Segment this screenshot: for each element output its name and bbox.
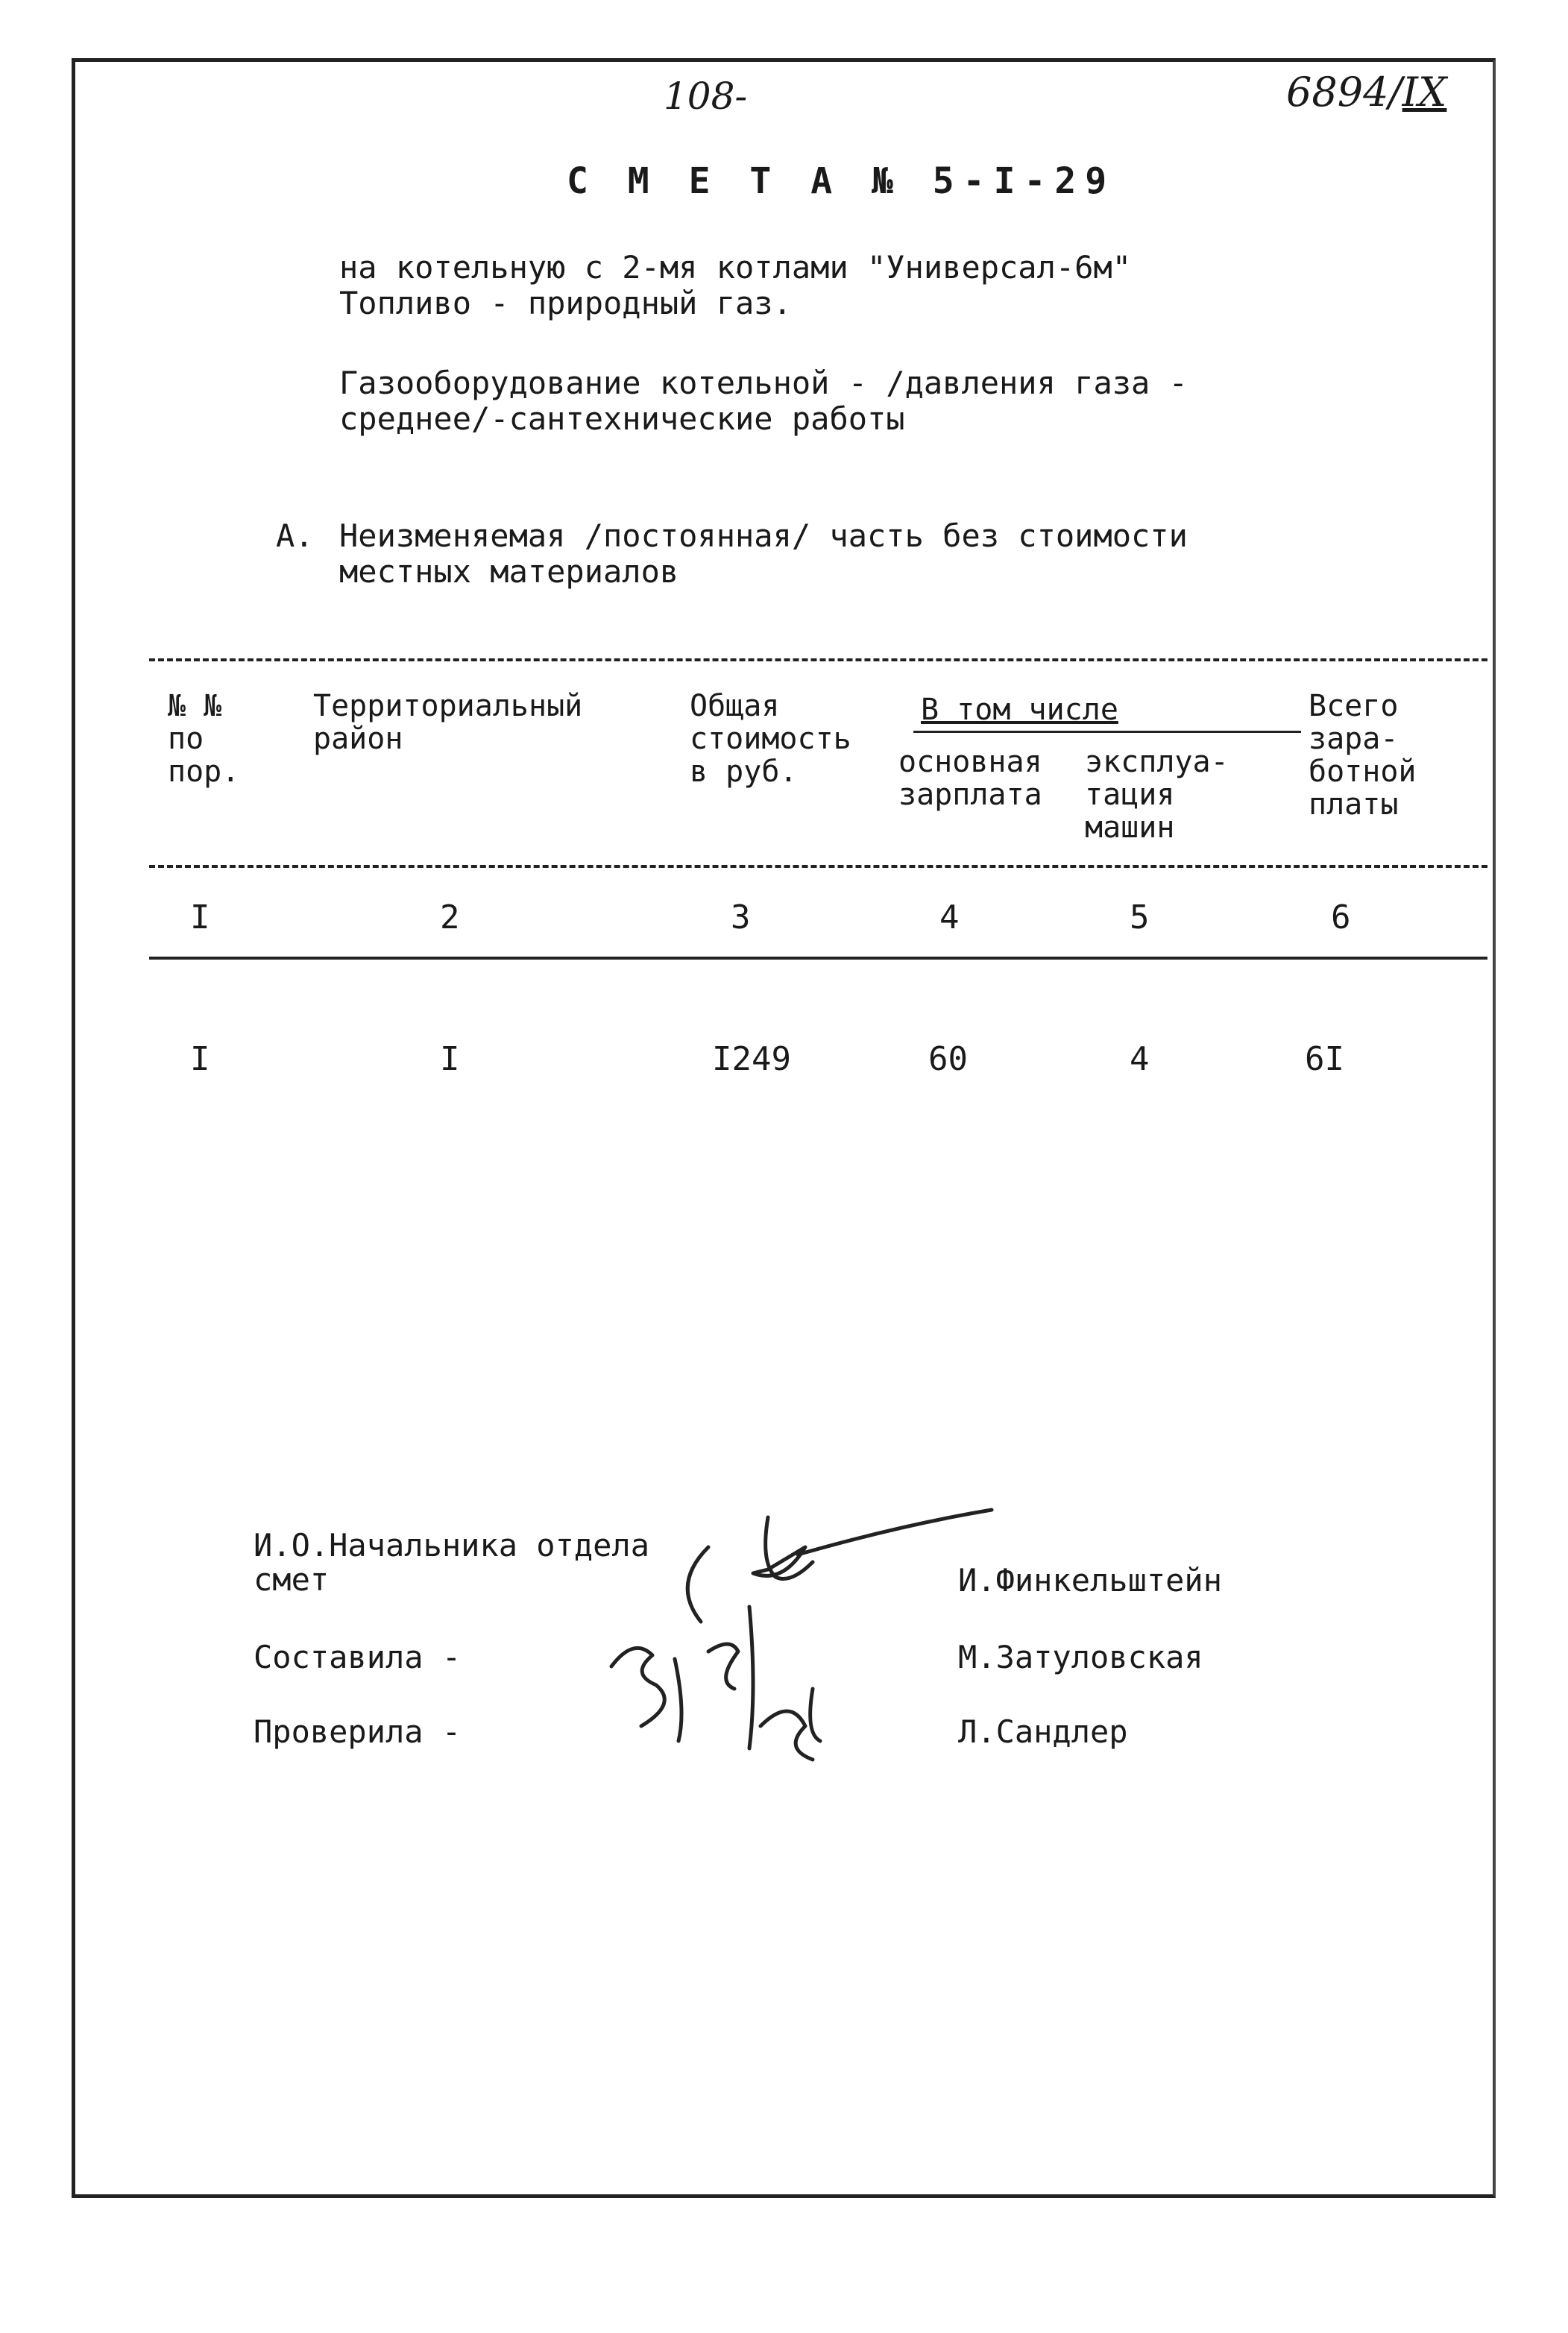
col2-header: Территориальный район [313,689,583,756]
row-1-col-2: I [440,1040,460,1078]
archive-number-suffix: IX [1402,69,1447,116]
row-1-col-3: I249 [712,1040,791,1078]
col3-header: Общая стоимость в руб. [690,689,851,789]
role-head-line-1: И.О.Начальника отдела [254,1527,650,1564]
handwritten-signature [589,1502,1007,1786]
column-number-4: 4 [939,898,960,936]
archive-number-main: 6894/ [1286,69,1402,116]
page-number: 108- [664,75,748,118]
table-numbers-rule [149,957,1487,960]
column-number-6: 6 [1331,898,1351,936]
col4-header: основная зарплата [898,745,1042,812]
table-top-rule [149,658,1487,661]
intro-line-2: Топливо - природный газ. [339,285,792,321]
group-underline [913,731,1301,733]
row-1-col-4: 60 [928,1040,968,1078]
row-1-col-5: 4 [1130,1040,1150,1078]
archive-number [1286,69,1446,116]
intro-line-1: на котельную с 2-мя котлами "Универсал-6м" [339,249,1132,286]
section-line-2: местных материалов [339,553,679,590]
document-title: С М Е Т А № 5-I-29 [567,160,1116,202]
column-number-2: 2 [440,898,460,936]
column-number-1: I [190,898,210,936]
column-number-5: 5 [1130,898,1150,936]
col6-header: Всего зара- ботной платы [1309,689,1417,822]
column-number-3: 3 [731,898,751,936]
row-1-col-1: I [190,1040,210,1078]
section-line-1: Неизменяемая /постоянная/ часть без стоимости [339,517,1188,554]
group-header: В том числе [921,693,1118,727]
intro-line-4: среднее/-сантехнические работы [339,400,905,437]
intro-line-3: Газооборудование котельной - /давления газа - [339,365,1188,401]
name-compiled: М.Затуловская [958,1639,1203,1675]
role-checked: Проверила - [254,1713,462,1750]
role-compiled: Составила - [254,1639,462,1675]
name-head: И.Финкельштейн [958,1562,1223,1599]
col1-header: № № по пор. [168,689,240,789]
row-1-col-6: 6I [1305,1040,1344,1078]
section-label: А. [276,517,314,554]
name-checked: Л.Сандлер [958,1713,1128,1750]
table-header-rule [149,865,1487,868]
col5-header: эксплуа- тация машин [1085,745,1229,845]
role-head-line-2: смет [254,1561,330,1598]
